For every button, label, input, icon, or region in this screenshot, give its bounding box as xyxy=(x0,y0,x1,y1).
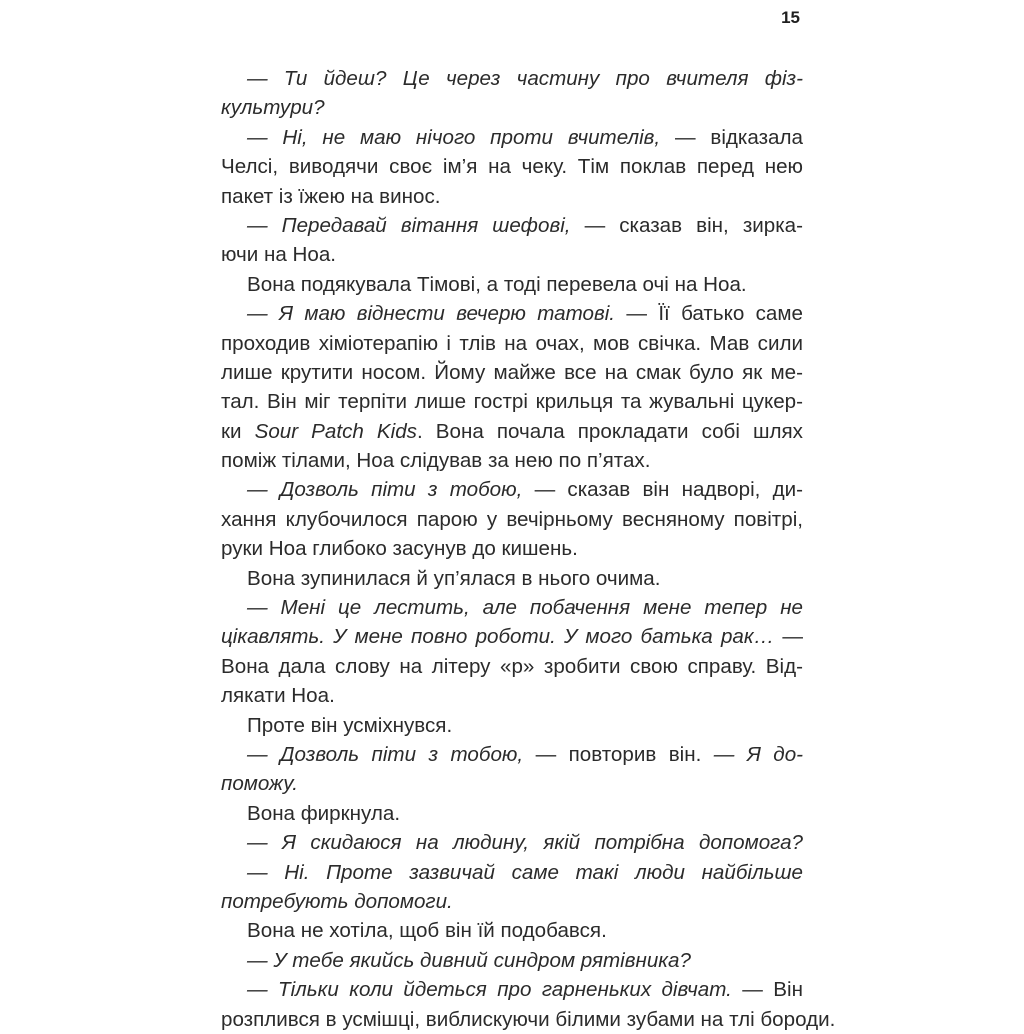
text-segment: пакет із їжею на винос. xyxy=(221,184,441,208)
italic-text-segment: — Ні. Проте зазвичай саме такі люди найбільше xyxy=(247,860,803,884)
text-segment: Вона зупинилася й уп’ялася в нього очима. xyxy=(247,566,661,590)
text-line xyxy=(221,740,803,769)
text-line xyxy=(221,916,803,945)
text-line xyxy=(221,123,803,152)
text-line xyxy=(221,240,803,269)
text-segment: ючи на Ноа. xyxy=(221,243,336,267)
text-line xyxy=(221,564,803,593)
text-segment: — сказав він, зирка- xyxy=(570,213,803,237)
text-line xyxy=(221,975,803,1004)
text-line xyxy=(221,593,803,622)
italic-text-segment: Sour Patch Kids xyxy=(254,419,417,443)
text-segment: — Її батько саме xyxy=(615,302,803,326)
text-line xyxy=(221,1005,836,1034)
text-line xyxy=(221,622,803,651)
text-line xyxy=(221,358,803,387)
text-segment: руки Ноа глибоко засунув до кишень. xyxy=(221,537,578,561)
text-segment: лише крутити носом. Йому майже все на смак було як ме- xyxy=(221,360,803,384)
text-segment: — повторив він. xyxy=(523,742,714,766)
text-line xyxy=(221,270,803,299)
text-segment: ки xyxy=(221,419,255,443)
text-segment: — xyxy=(774,625,803,649)
text-segment: хання клубочилося парою у вечірньому весняному повітрі, xyxy=(221,507,803,531)
italic-text-segment: — Мені це лестить, але побачення мене тепер не xyxy=(247,596,803,620)
text-segment: Челсі, виводячи своє ім’я на чеку. Тім поклав перед нею xyxy=(221,155,803,179)
text-line xyxy=(221,769,803,798)
text-line xyxy=(221,799,803,828)
text-segment: розплився в усмішці, виблискуючи білими зубами на тлі бороди. xyxy=(221,1007,836,1031)
text-segment: — сказав він надворі, ди- xyxy=(522,478,803,502)
text-line xyxy=(221,299,803,328)
text-line xyxy=(221,446,803,475)
text-line xyxy=(221,887,803,916)
text-segment: . Вона почала прокладати собі шлях xyxy=(416,419,803,443)
text-segment: лякати Ноа. xyxy=(221,684,335,708)
italic-text-segment: — Дозволь піти з тобою, xyxy=(247,742,524,766)
text-line xyxy=(221,711,803,740)
text-segment: тал. Він міг терпіти лише гострі крильця та жувальні цукер- xyxy=(221,390,803,414)
text-segment: Вона не хотіла, щоб він їй подобався. xyxy=(247,919,607,943)
italic-text-segment: — Я скидаюся на людину, якій потрібна допомога? xyxy=(247,831,803,855)
text-line xyxy=(221,652,803,681)
text-line xyxy=(221,182,803,211)
text-line xyxy=(221,946,803,975)
text-line xyxy=(221,475,803,504)
text-line xyxy=(221,152,803,181)
italic-text-segment: — У тебе якийсь дивний синдром рятівника? xyxy=(247,948,691,972)
text-line xyxy=(221,858,803,887)
italic-text-segment: поможу. xyxy=(221,772,298,796)
page-number: 15 xyxy=(781,8,800,27)
italic-text-segment: — Передавай вітання шефові, xyxy=(247,213,571,237)
body-text xyxy=(221,64,836,1034)
italic-text-segment: — Тільки коли йдеться про гарненьких дівчат. xyxy=(247,978,732,1002)
italic-text-segment: — Ні, не маю нічого проти вчителів, xyxy=(247,125,661,149)
italic-text-segment: цікавлять. У мене повно роботи. У мого батька рак… xyxy=(221,625,775,649)
italic-text-segment: потребують допомоги. xyxy=(221,889,453,913)
text-line xyxy=(221,505,803,534)
text-line xyxy=(221,211,803,240)
text-segment: — Він xyxy=(731,978,803,1002)
text-segment: Вона фиркнула. xyxy=(247,801,401,825)
italic-text-segment: — Дозволь піти з тобою, xyxy=(247,478,523,502)
text-segment: поміж тілами, Ноа слідував за нею по п’ятах. xyxy=(221,449,651,473)
text-segment: Вона подякувала Тімові, а тоді перевела очі на Ноа. xyxy=(247,272,747,296)
text-line xyxy=(221,93,803,122)
text-segment: Вона дала слову на літеру «р» зробити свою справу. Від- xyxy=(221,654,803,678)
text-segment: — відказала xyxy=(660,125,803,149)
text-line xyxy=(221,417,803,446)
italic-text-segment: — Я маю віднести вечерю татові. xyxy=(247,302,616,326)
italic-text-segment: — Ти йдеш? Це через частину про вчителя фіз- xyxy=(247,67,803,90)
text-line xyxy=(221,828,803,857)
text-segment: проходив хіміотерапію і тлів на очах, мов свічка. Мав сили xyxy=(221,331,803,355)
text-line xyxy=(221,387,803,416)
text-line xyxy=(221,64,803,93)
text-line xyxy=(221,329,803,358)
italic-text-segment: — Я до- xyxy=(713,742,803,766)
italic-text-segment: культури? xyxy=(221,96,325,120)
text-segment: Проте він усміхнувся. xyxy=(247,713,453,737)
text-line xyxy=(221,534,803,563)
text-line xyxy=(221,681,803,710)
